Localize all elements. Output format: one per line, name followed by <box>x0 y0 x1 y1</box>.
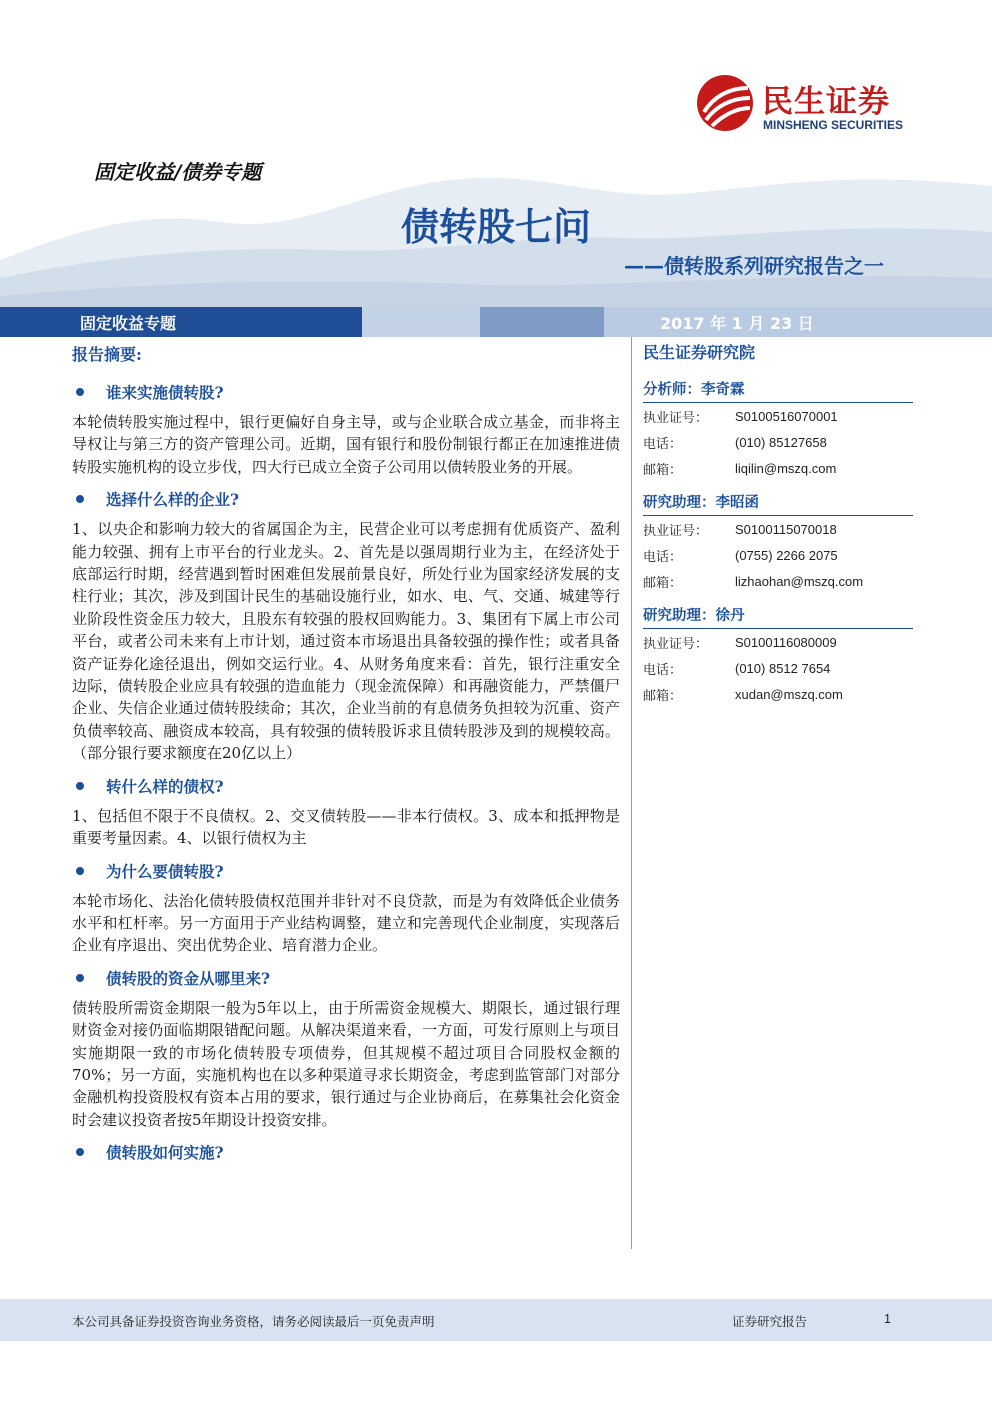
page-number: 1 <box>884 1312 891 1326</box>
phone-number: (010) 8512 7654 <box>735 660 831 676</box>
cert-number: S0100115070018 <box>735 521 837 537</box>
section-question <box>72 379 620 405</box>
footer-report-type: 证券研究报告 <box>732 1314 808 1329</box>
page-footer <box>0 1299 992 1341</box>
section-paragraph: 1、包括但不限于不良债权。2、交叉债转股——非本行债权。3、成本和抵押物是重要考量因素。4、以银行债权为主 <box>72 806 620 848</box>
phone-label: 电话： <box>643 436 683 452</box>
bullet-icon <box>76 388 84 396</box>
analyst-role: 研究助理：李昭函 <box>643 491 913 516</box>
email-row <box>643 455 913 481</box>
section-question <box>72 486 620 512</box>
minsheng-logo-icon <box>696 74 754 132</box>
phone-label: 电话： <box>643 549 683 565</box>
question-text: 为什么要债转股? <box>106 861 224 881</box>
bullet-icon <box>76 867 84 875</box>
summary-section <box>72 773 620 850</box>
phone-row <box>643 655 913 681</box>
summary-section <box>72 379 620 478</box>
section-question <box>72 858 620 884</box>
cert-row <box>643 403 913 429</box>
cert-row <box>643 516 913 542</box>
bullet-icon <box>76 495 84 503</box>
cert-row <box>643 629 913 655</box>
question-text: 选择什么样的企业? <box>106 490 240 510</box>
header-band <box>0 307 992 337</box>
phone-row <box>643 542 913 568</box>
cert-number: S0100116080009 <box>735 634 837 650</box>
question-text: 谁来实施债转股? <box>106 383 224 402</box>
band-mid-segment <box>480 307 604 337</box>
analyst-sidebar <box>643 338 913 707</box>
email-address[interactable]: liqilin@mszq.com <box>735 460 837 476</box>
report-subtitle: ——债转股系列研究报告之一 <box>624 254 884 278</box>
company-logo <box>696 74 926 138</box>
report-category: 固定收益/债券专题 <box>94 160 262 184</box>
bullet-icon <box>76 782 84 790</box>
email-label: 邮箱： <box>643 462 683 478</box>
logo-english-name: MINSHENG SECURITIES <box>763 118 904 132</box>
summary-section <box>72 858 620 957</box>
institute-name: 民生证券研究院 <box>643 343 756 362</box>
phone-number: (010) 85127658 <box>735 434 827 450</box>
cert-label: 执业证号： <box>643 410 709 426</box>
report-summary <box>72 342 620 1173</box>
section-question <box>72 965 620 991</box>
analyst-role: 研究助理：徐丹 <box>643 604 913 629</box>
report-date: 2017 年 1 月 23 日 <box>660 314 814 333</box>
band-topic-label: 固定收益专题 <box>80 314 177 333</box>
question-text: 转什么样的债权? <box>106 776 224 796</box>
email-label: 邮箱： <box>643 688 683 704</box>
cert-number: S0100516070001 <box>735 408 838 424</box>
phone-number: (0755) 2266 2075 <box>735 547 838 563</box>
summary-section <box>72 965 620 1131</box>
section-question <box>72 773 620 799</box>
band-light-segment <box>362 307 480 337</box>
summary-heading: 报告摘要: <box>72 345 142 364</box>
logo-chinese-name: 民生证券 <box>762 84 890 120</box>
analyst-role: 分析师：李奇霖 <box>643 378 913 403</box>
section-paragraph: 本轮债转股实施过程中，银行更偏好自身主导，或与企业联合成立基金，而非将主导权让与第三方的资产管理公司。近期，国有银行和股份制银行都正在加速推进债转股实施机构的设立步伐，四大行已成立全资子公司用以债转股业务的开展。 <box>72 413 620 476</box>
cert-label: 执业证号： <box>643 636 709 652</box>
email-address[interactable]: xudan@mszq.com <box>735 686 843 702</box>
band-dark-segment <box>0 307 362 337</box>
email-row <box>643 568 913 594</box>
question-text: 债转股的资金从哪里来? <box>106 968 271 988</box>
question-text: 债转股如何实施? <box>106 1143 224 1163</box>
column-divider <box>631 337 632 1249</box>
report-title: 债转股七问 <box>400 205 591 249</box>
bullet-icon <box>76 974 84 982</box>
cert-label: 执业证号： <box>643 523 709 539</box>
summary-section <box>72 1139 620 1165</box>
section-paragraph: 本轮市场化、法治化债转股债权范围并非针对不良贷款，而是为有效降低企业债务水平和杠杆率。另一方面用于产业结构调整，建立和完善现代企业制度，实现落后企业有序退出、突出优势企业、培育潜力企业。 <box>72 891 620 955</box>
phone-row <box>643 429 913 455</box>
section-paragraph: 债转股所需资金期限一般为5年以上，由于所需资金规模大、期限长，通过银行理财资金对接仍面临期限错配问题。从解决渠道来看，一方面，可发行原则上与项目实施期限一致的市场化债转股专项债券，但其规模不超过项目合同股权金额的70%；另一方面，实施机构也在以多种渠道寻求长期资金，考虑到监管部门对部分金融机构投资股权有资本占用的要求，银行通过与企业协商后，在募集社会化资金时会建议投资者按5年期设计投资安排。 <box>72 998 620 1129</box>
summary-section <box>72 486 620 764</box>
section-question <box>72 1139 620 1165</box>
bullet-icon <box>76 1148 84 1156</box>
email-label: 邮箱： <box>643 575 683 591</box>
section-paragraph: 1、以央企和影响力较大的省属国企为主，民营企业可以考虑拥有优质资产、盈利能力较强、拥有上市平台的行业龙头。2、首先是以强周期行业为主，在经济处于底部运行时期，经营遇到暂时困难但发展前景良好，所处行业为国家经济发展的支柱行业；其次，涉及到国计民生的基础设施行业，如水、电、气、交通、城建等行业阶段性资金压力较大，且股东有较强的股权回购能力。3、集团有下属上市公司平台，或者公司未来有上市计划，通过资本市场退出具备较强的操作性；或者具备资产证券化途径退出，例如交运行业。4、从财务角度来看：首先，银行注重安全边际，债转股企业应具有较强的造血能力（现金流保障）和再融资能力，严禁僵尸企业、失信企业通过债转股续命；其次，企业当前的有息债务负担较为沉重、资产负债率较高、融资成本较高，具有较强的债转股诉求且债转股涉及到的规模较高。（部分银行要求额度在20亿以上） <box>72 520 620 763</box>
footer-disclaimer: 本公司具备证券投资咨询业务资格，请务必阅读最后一页免责声明 <box>72 1314 435 1329</box>
email-row <box>643 681 913 707</box>
phone-label: 电话： <box>643 662 683 678</box>
email-address[interactable]: lizhaohan@mszq.com <box>735 573 864 589</box>
